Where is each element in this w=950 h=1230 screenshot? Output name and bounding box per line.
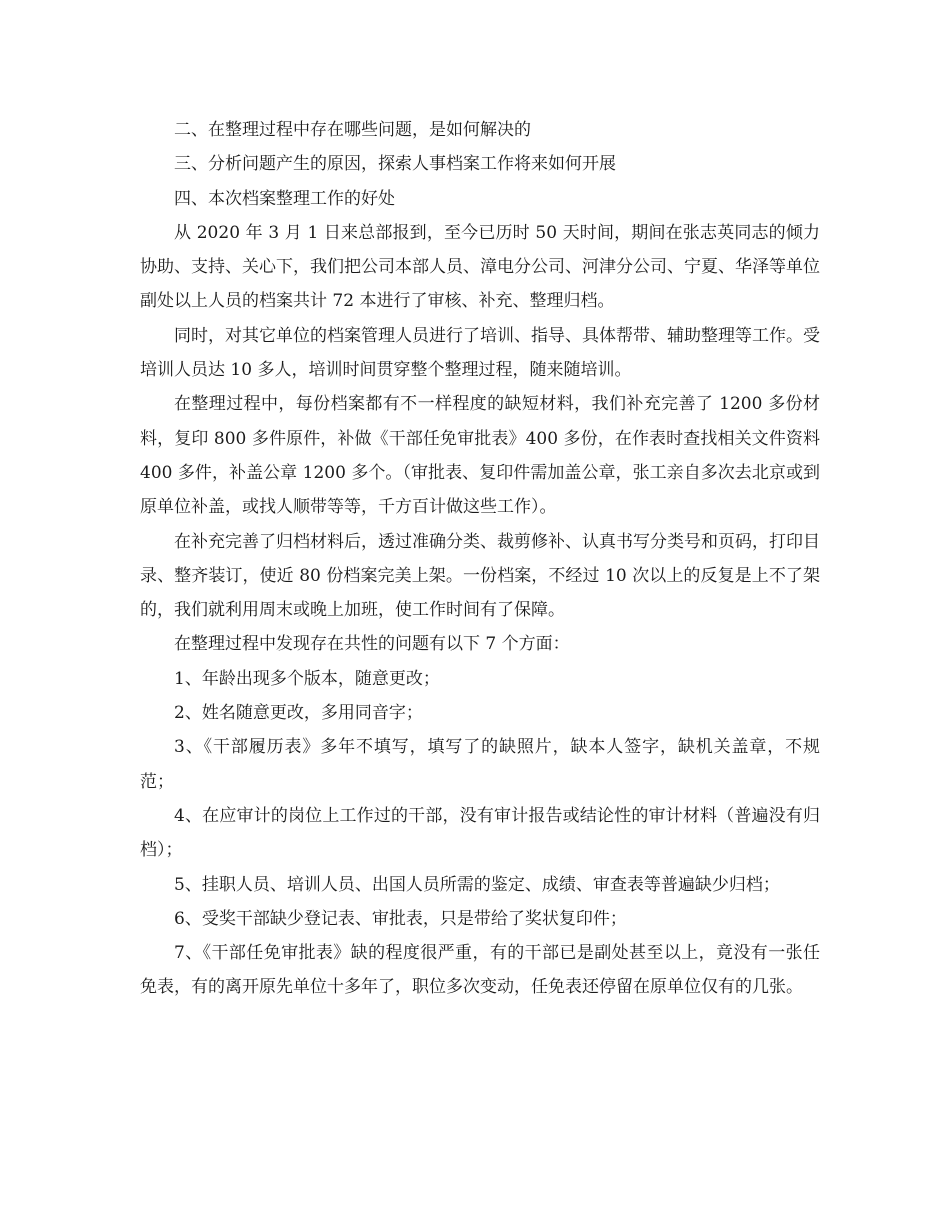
list-item: 5、挂职人员、培训人员、出国人员所需的鉴定、成绩、审查表等普遍缺少归档； bbox=[174, 874, 780, 895]
paragraph: 三、分析问题产生的原因，探索人事档案工作将来如何开展 bbox=[174, 154, 616, 175]
document-page bbox=[140, 113, 820, 1005]
paragraph: 四、本次档案整理工作的好处 bbox=[174, 188, 395, 209]
paragraph: 二、在整理过程中存在哪些问题，是如何解决的 bbox=[174, 120, 531, 140]
paragraph: 在整理过程中，每份档案都有不一样程度的缺短材料，我们补充完善了 1200 多份材料，复印 800 多件原件，补做《干部任免审批表》400 多份，在作表时查找相关文件资料 400 多件，补盖公章 1200 多个。（审批表、复印件需加盖公章，张工亲自多次去北京或到原单位补盖，或找人顺带等等，千方百计做这些工作）。 bbox=[140, 394, 820, 518]
paragraph: 同时，对其它单位的档案管理人员进行了培训、指导、具体帮带、辅助整理等工作。受培训人员达 10 多人，培训时间贯穿整个整理过程，随来随培训。 bbox=[140, 325, 820, 381]
list-item: 2、姓名随意更改，多用同音字； bbox=[174, 703, 423, 724]
list-item: 3、《干部履历表》多年不填写，填写了的缺照片，缺本人签字，缺机关盖章，不规范； bbox=[140, 737, 820, 792]
paragraph: 在补充完善了归档材料后，透过准确分类、裁剪修补、认真书写分类号和页码，打印目录、整齐装订，使近 80 份档案完美上架。一份档案，不经过 10 次以上的反复是上不了架的，我们就利用周末或晚上加班，使工作时间有了保障。 bbox=[140, 531, 820, 621]
list-item: 4、在应审计的岗位上工作过的干部，没有审计报告或结论性的审计材料（普遍没有归档）； bbox=[140, 805, 820, 861]
paragraph: 在整理过程中发现存在共性的问题有以下 7 个方面： bbox=[174, 634, 570, 655]
list-item: 6、受奖干部缺少登记表、审批表，只是带给了奖状复印件； bbox=[174, 908, 627, 929]
paragraph: 从 2020 年 3 月 1 日来总部报到，至今已历时 50 天时间，期间在张志英同志的倾力协助、支持、关心下，我们把公司本部人员、漳电分公司、河津分公司、宁夏、华泽等单位副处以上人员的档案共计 72 本进行了审核、补充、整理归档。 bbox=[140, 222, 820, 312]
list-item: 7、《干部任免审批表》缺的程度很严重，有的干部已是副处甚至以上，竟没有一张任免表，有的离开原先单位十多年了，职位多次变动，任免表还停留在原单位仅有的几张。 bbox=[140, 943, 820, 998]
list-item: 1、年龄出现多个版本，随意更改； bbox=[174, 668, 440, 689]
